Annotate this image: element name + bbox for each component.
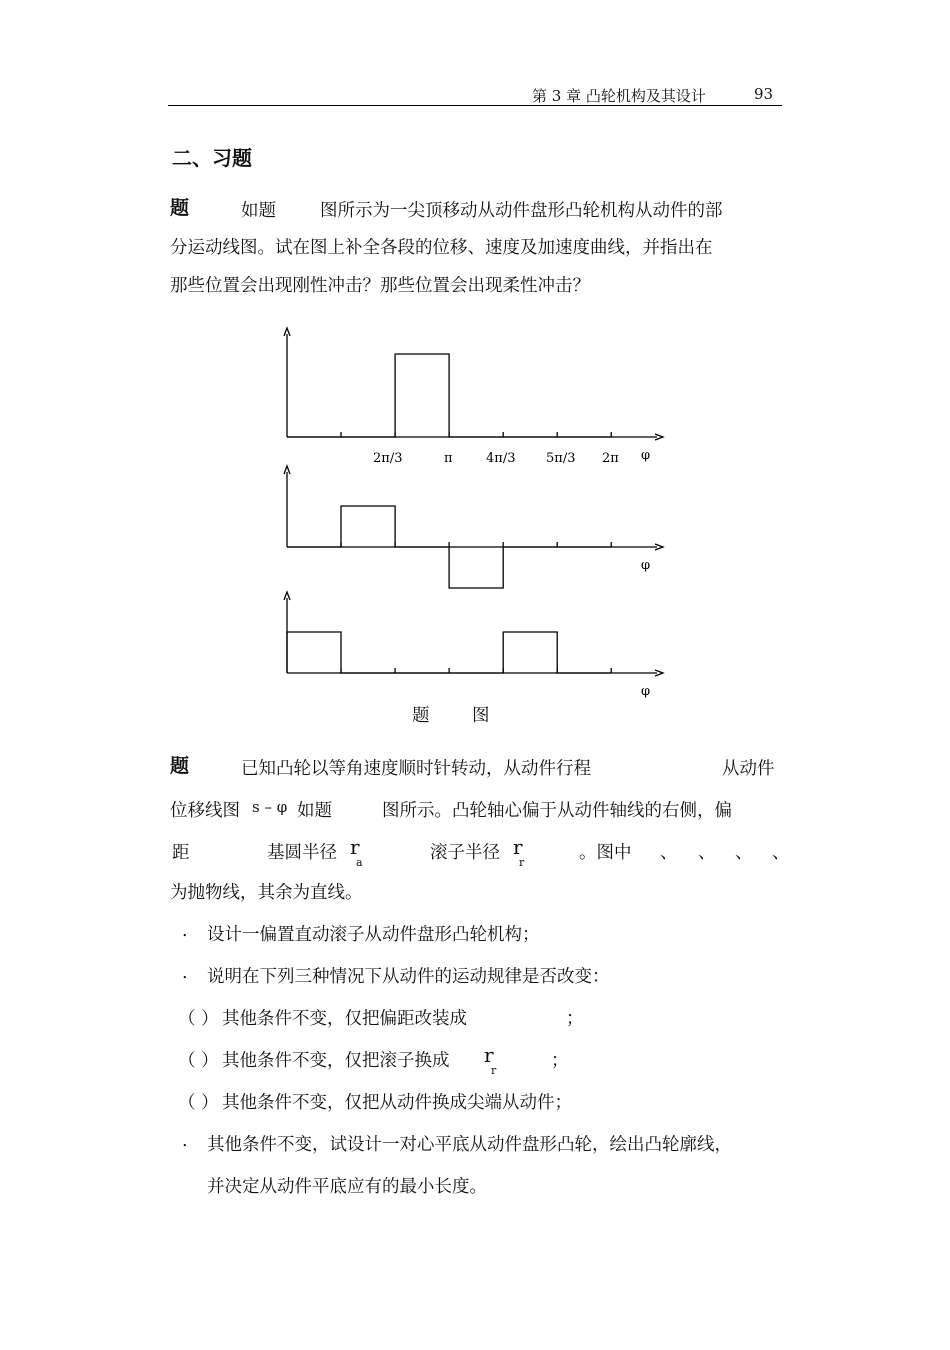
sub2-roller-symbol: r [484,1043,494,1067]
problem2-line3a: 距 [172,843,190,863]
plot3-curve [287,632,611,673]
sub3-text: 其他条件不变，仅把从动件换成尖端从动件； [222,1093,572,1113]
x-tick-label: 2π/3 [373,451,403,466]
item3-text-a: 其他条件不变，试设计一对心平底从动件盘形凸轮，绘出凸轮廓线， [207,1135,732,1155]
problem2-tag: 题 [170,755,190,777]
separator-2: 、 [698,843,716,863]
problem2-line2d: 图所示。凸轮轴心偏于从动件轴线的右侧，偏 [382,801,732,821]
plot1-curve [287,354,611,437]
separator-1: 、 [660,843,678,863]
roller-radius-subscript: r [519,856,525,869]
sub1-text: 其他条件不变，仅把偏距改装成 [222,1009,467,1029]
item3-number: . [182,1131,188,1151]
x-tick-label: π [444,451,453,466]
sub1-end: ； [566,1009,584,1029]
x-tick-label: 2π [602,451,619,466]
item1-text: 设计一偏置直动滚子从动件盘形凸轮机构； [207,925,540,945]
roller-radius-symbol: r [513,835,523,859]
plot2-x-arrow [655,544,663,550]
problem2-line2c: 如题 [297,801,332,821]
plot3-x-arrow [655,670,663,676]
problem2-line1b: 从动件 [722,759,775,779]
sub2-text: 其他条件不变，仅把滚子换成 [222,1051,450,1071]
plot1-x-arrow [655,434,663,440]
plot1-y-arrow [284,328,290,336]
item3-text-b: 并决定从动件平底应有的最小长度。 [207,1177,487,1197]
figure-caption-suffix: 图 [472,706,490,726]
section-title: 二、习题 [172,146,252,170]
page-number: 93 [754,85,774,103]
sub2-end: ； [551,1051,569,1071]
problem2-line3b: 基圆半径 [267,843,337,863]
sub2-roller-subscript: r [491,1064,497,1077]
running-header: 第 3 章 凸轮机构及其设计 [532,87,706,105]
base-radius-subscript: a [356,856,363,869]
plot2-curve [287,506,611,588]
sub3-number: （ ） [178,1093,219,1113]
x-tick-label: 4π/3 [486,451,516,466]
problem2-line1a: 已知凸轮以等角速度顺时针转动，从动件行程 [241,759,591,779]
plot3-y-arrow [284,592,290,600]
problem1-line3: 那些位置会出现刚性冲击？那些位置会出现柔性冲击？ [170,276,590,296]
problem2-s-phi: s – φ [252,798,288,816]
item2-number: . [182,963,188,983]
plot2-axis-label: φ [641,558,651,573]
problem1-line2: 分运动线图。试在图上补全各段的位移、速度及加速度曲线，并指出在 [170,238,713,258]
problem1-line1a: 如题 [241,201,276,221]
x-tick-label: 5π/3 [546,451,576,466]
separator-4: 、 [772,843,790,863]
sub1-number: （ ） [178,1009,219,1029]
problem2-line4: 为抛物线，其余为直线。 [170,883,363,903]
sub2-number: （ ） [178,1051,219,1071]
plot3-axis-label: φ [641,684,651,699]
problem1-line1b: 图所示为一尖顶移动从动件盘形凸轮机构从动件的部 [320,201,723,221]
separator-3: 、 [735,843,753,863]
header-rule [168,105,782,106]
problem1-tag: 题 [170,197,190,219]
problem2-line2a: 位移线图 [170,801,240,821]
plot1-axis-label: φ [641,448,651,463]
problem2-line3d: 。图中 [579,843,632,863]
plot2-y-arrow [284,466,290,474]
item2-text: 说明在下列三种情况下从动件的运动规律是否改变： [207,967,610,987]
problem2-line3c: 滚子半径 [430,843,500,863]
base-radius-symbol: r [350,835,360,859]
item1-number: . [182,921,188,941]
figure-caption-prefix: 题 [412,706,430,726]
